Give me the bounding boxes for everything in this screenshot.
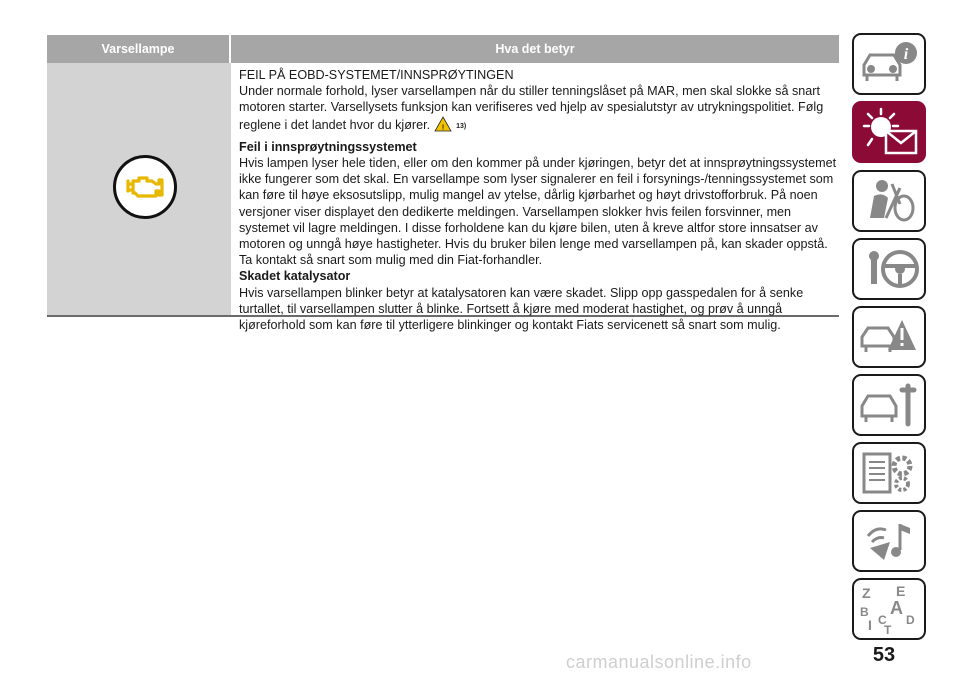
svg-text:B: B [860, 605, 869, 619]
technical-data-icon[interactable] [852, 442, 926, 504]
svg-text:A: A [890, 598, 903, 618]
table-header [47, 35, 839, 63]
section-injection-title: Feil i innsprøytningssystemet [239, 139, 417, 154]
warning-lamp-table [47, 35, 839, 333]
multimedia-icon[interactable] [852, 510, 926, 572]
svg-text:i: i [903, 46, 909, 63]
fault-title: FEIL PÅ EOBD-SYSTEMET/INNSPRØYTINGEN [239, 68, 514, 82]
svg-text:I: I [868, 617, 872, 633]
svg-text:E: E [896, 583, 906, 599]
svg-text:T: T [884, 623, 892, 636]
header-meaning: Hva det betyr [495, 42, 575, 56]
svg-text:D: D [906, 613, 915, 627]
svg-text:!: ! [441, 124, 445, 132]
meaning-cell [231, 63, 839, 333]
section-catalyst-title: Skadet katalysator [239, 269, 351, 284]
section-injection-text: Hvis lampen lyser hele tiden, eller om den kommer på under kjøringen, betyr det at innsprøytningssystemet ikke fungerer som det skal. En varsellampe som lyser signalerer en feil i forsynings-/tenningssystemet som kan føre til høye eksosutslipp, mulig mangel av ytelse, dårlig kjørbarhet og høyt drivstofforbruk. På noen versjoner viser displayet den dedikerte meldingen. Varsellampen slokker hvis feilen forsvinner, men systemet vil lagre meldingen. I disse forholdene kan du kjøre bilen, uten å kreve altfor store innsatser av motoren og unngå høye hastigheter. Hvis du bruker bilen lenge med varsellampen på, kan skader oppstå. Ta kontakt så snart som mulig med din Fiat-forhandler. [239, 156, 837, 268]
table-row [47, 63, 839, 333]
airbag-safety-icon[interactable] [852, 170, 926, 232]
svg-text:C: C [878, 613, 887, 627]
car-emergency-icon[interactable] [852, 306, 926, 368]
intro-text: Under normale forhold, lyser varsellampen når du stiller tenningslåset på MAR, men skal slokke så snart motoren starter. Varsellysets funksjon kan verifiseres ved hjelp av spesialutstyr av utrykningspolitiet. Følg reglene i det landet hvor du kjører. ! 13) [239, 84, 824, 132]
car-maintenance-icon[interactable] [852, 374, 926, 436]
svg-text:Z: Z [862, 585, 871, 601]
watermark: carmanualsonline.info [566, 652, 752, 672]
lamp-cell [47, 63, 231, 315]
warning-lights-icon[interactable] [852, 101, 926, 163]
section-catalyst-text: Hvis varsellampen blinker betyr at katalysatoren kan være skadet. Slipp opp gasspedalen for å senke turtallet, til varsellampen slutter å blinke. Fortsett å kjøre med moderat hastighet, og prøv å unngå kjøreforhold som kan føre til ytterligere blinkinger og kontakt Fiats servicenett så snart som mulig. [239, 285, 804, 333]
index-icon[interactable] [852, 578, 926, 640]
reference-note: 13) [456, 122, 467, 130]
engine-check-icon [113, 155, 177, 219]
car-info-icon[interactable] [852, 33, 926, 95]
steering-wheel-key-icon[interactable] [852, 238, 926, 300]
page-number: 53 [872, 644, 896, 666]
header-warning-lamp: Varsellampe [101, 42, 175, 56]
warning-triangle-icon [434, 116, 452, 132]
